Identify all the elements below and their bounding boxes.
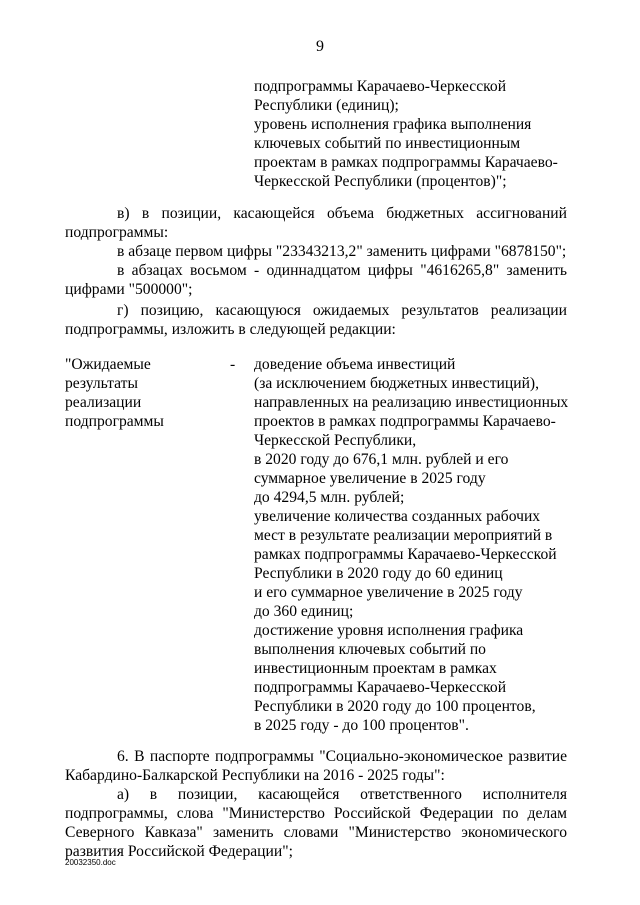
para-g-line-2: подпрограммы, изложить в следующей редакции:	[65, 321, 396, 338]
para-v-line-2: подпрограммы:	[65, 224, 169, 241]
intro-line-6: Черкесской Республики (процентов)";	[254, 173, 507, 190]
results-text-line-2: (за исключением бюджетных инвестиций),	[254, 375, 540, 392]
results-text-line-6: в 2020 году до 676,1 млн. рублей и его	[254, 451, 509, 468]
results-text-line-19: Республики в 2020 году до 100 процентов,	[254, 698, 536, 715]
results-text-line-7: суммарное увеличение в 2025 году	[254, 470, 486, 487]
para-v-line-5: цифрами "500000";	[65, 281, 193, 298]
results-label-line-3: реализации	[65, 394, 142, 411]
results-label-line-2: результаты	[65, 375, 138, 392]
results-text-line-4: проектов в рамках подпрограммы Карачаево-	[254, 413, 556, 430]
intro-line-4: ключевых событий по инвестиционным	[254, 135, 521, 152]
para-6-line-4: подпрограммы, слова "Министерство Российской Федерации по делам	[65, 805, 567, 822]
results-label-line-4: подпрограммы	[65, 413, 164, 430]
results-text-line-1: доведение объема инвестиций	[254, 356, 456, 373]
results-text-line-16: выполнения ключевых событий по	[254, 641, 486, 658]
results-text-line-13: и его суммарное увеличение в 2025 году	[254, 584, 523, 601]
para-g-line-1: г) позицию, касающуюся ожидаемых результатов реализации	[117, 302, 567, 319]
para-6-line-6: развития Российской Федерации";	[65, 843, 293, 860]
results-text-line-15: достижение уровня исполнения графика	[254, 622, 524, 639]
results-text-line-18: подпрограммы Карачаево-Черкесской	[254, 679, 507, 696]
intro-line-5: проектам в рамках подпрограммы Карачаево-	[254, 154, 558, 171]
results-text-line-3: направленных на реализацию инвестиционных	[254, 394, 569, 411]
para-6-line-3: а) в позиции, касающейся ответственного исполнителя	[117, 786, 567, 803]
page-number: 9	[316, 38, 324, 55]
results-text-line-8: до 4294,5 млн. рублей;	[254, 489, 405, 506]
results-text-line-12: Республики в 2020 году до 60 единиц	[254, 565, 503, 582]
results-text-line-11: рамках подпрограммы Карачаево-Черкесской	[254, 546, 557, 563]
results-dash: -	[230, 356, 236, 373]
intro-line-2: Республики (единиц);	[254, 97, 399, 114]
para-6-line-5: Северного Кавказа" заменить словами "Министерство экономического	[65, 824, 567, 841]
results-label-line-1: "Ожидаемые	[65, 356, 151, 373]
results-text-line-14: до 360 единиц;	[254, 603, 354, 620]
para-6-line-1: 6. В паспорте подпрограммы "Социально-экономическое развитие	[117, 748, 567, 765]
results-text-line-17: инвестиционным проектам в рамках	[254, 660, 497, 677]
file-name-footer: 20032350.doc	[65, 858, 116, 867]
para-6-line-2: Кабардино-Балкарской Республики на 2016 - 2025 годы":	[65, 767, 445, 784]
intro-line-1: подпрограммы Карачаево-Черкесской	[254, 78, 507, 95]
intro-line-3: уровень исполнения графика выполнения	[254, 116, 532, 133]
results-text-line-5: Черкесской Республики,	[254, 432, 417, 449]
para-v-line-3: в абзаце первом цифры "23343213,2" заменить цифрами "6878150";	[117, 243, 567, 260]
para-v-line-4: в абзацах восьмом - одиннадцатом цифры "4616265,8" заменить	[117, 262, 567, 279]
para-v-line-1: в) в позиции, касающейся объема бюджетных ассигнований	[117, 205, 567, 222]
results-text-line-20: в 2025 году - до 100 процентов".	[254, 717, 469, 734]
results-text-line-10: мест в результате реализации мероприятий в	[254, 527, 553, 544]
results-text-line-9: увеличение количества созданных рабочих	[254, 508, 541, 525]
